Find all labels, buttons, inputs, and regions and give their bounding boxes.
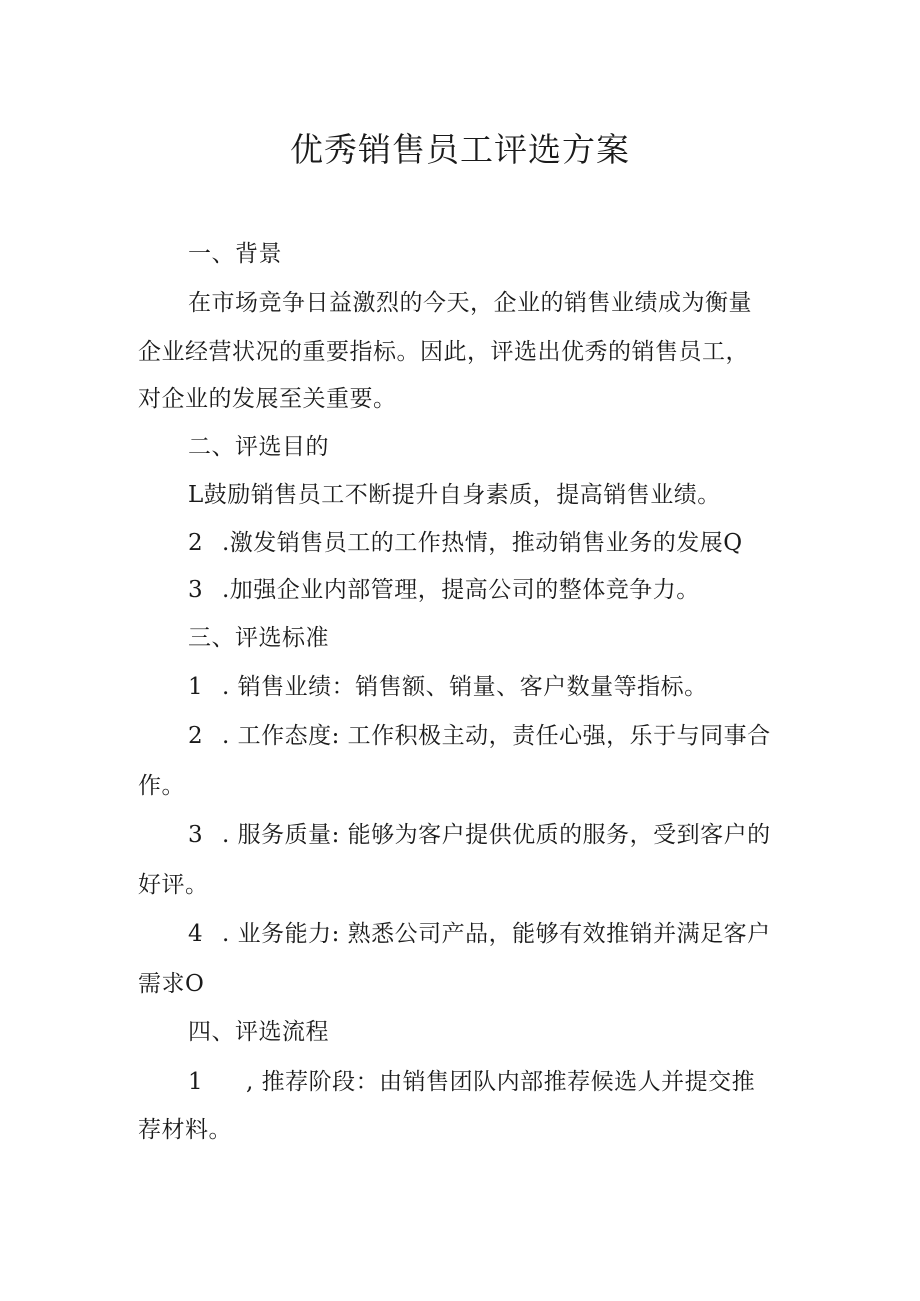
- item-number: 3: [188, 577, 204, 603]
- criteria-item: [188, 819, 771, 851]
- item-text: .加强企业内部管理，提高公司的整体竞争力。: [222, 577, 700, 603]
- item-text: , 推荐阶段：由销售团队内部推荐候选人并提交推: [246, 1069, 756, 1095]
- purpose-item: [188, 574, 700, 606]
- background-paragraph-line: 企业经营状况的重要指标。因此，评选出优秀的销售员工，: [138, 339, 749, 365]
- criteria-item-continuation: 需求O: [138, 971, 205, 997]
- purpose-item: L鼓励销售员工不断提升自身素质，提高销售业绩。: [188, 482, 721, 508]
- item-number: 2: [188, 723, 204, 749]
- item-text: . 工作态度: 工作积极主动，责任心强，乐于与同事合: [222, 723, 771, 749]
- process-item: [188, 1066, 755, 1098]
- criteria-item-continuation: 好评。: [138, 872, 209, 898]
- background-paragraph-line: 在市场竞争日益激烈的今天，企业的销售业绩成为衡量: [188, 290, 752, 316]
- item-number: 1: [188, 1069, 204, 1095]
- purpose-item: [188, 527, 743, 559]
- item-number: 2: [188, 530, 204, 556]
- criteria-item: [188, 671, 708, 703]
- item-number: 1: [188, 674, 204, 700]
- section-heading-criteria: 三、评选标准: [188, 625, 329, 651]
- item-number: 4: [188, 921, 204, 947]
- item-number: 3: [188, 822, 204, 848]
- item-text: . 业务能力: 熟悉公司产品，能够有效推销并满足客户: [222, 921, 771, 947]
- background-paragraph-line: 对企业的发展至关重要。: [138, 386, 397, 412]
- item-text: .激发销售员工的工作热情，推动销售业务的发展Q: [222, 530, 743, 556]
- section-heading-process: 四、评选流程: [188, 1019, 329, 1045]
- criteria-item-continuation: 作。: [138, 773, 185, 799]
- section-heading-background: 一、背景: [188, 241, 282, 267]
- item-text: . 销售业绩：销售额、销量、客户数量等指标。: [222, 674, 708, 700]
- item-text: . 服务质量: 能够为客户提供优质的服务，受到客户的: [222, 822, 771, 848]
- process-item-continuation: 荐材料。: [138, 1117, 232, 1143]
- section-heading-purpose: 二、评选目的: [188, 434, 329, 460]
- criteria-item: [188, 720, 771, 752]
- criteria-item: [188, 918, 771, 950]
- document-title: 优秀销售员工评选方案: [290, 130, 630, 169]
